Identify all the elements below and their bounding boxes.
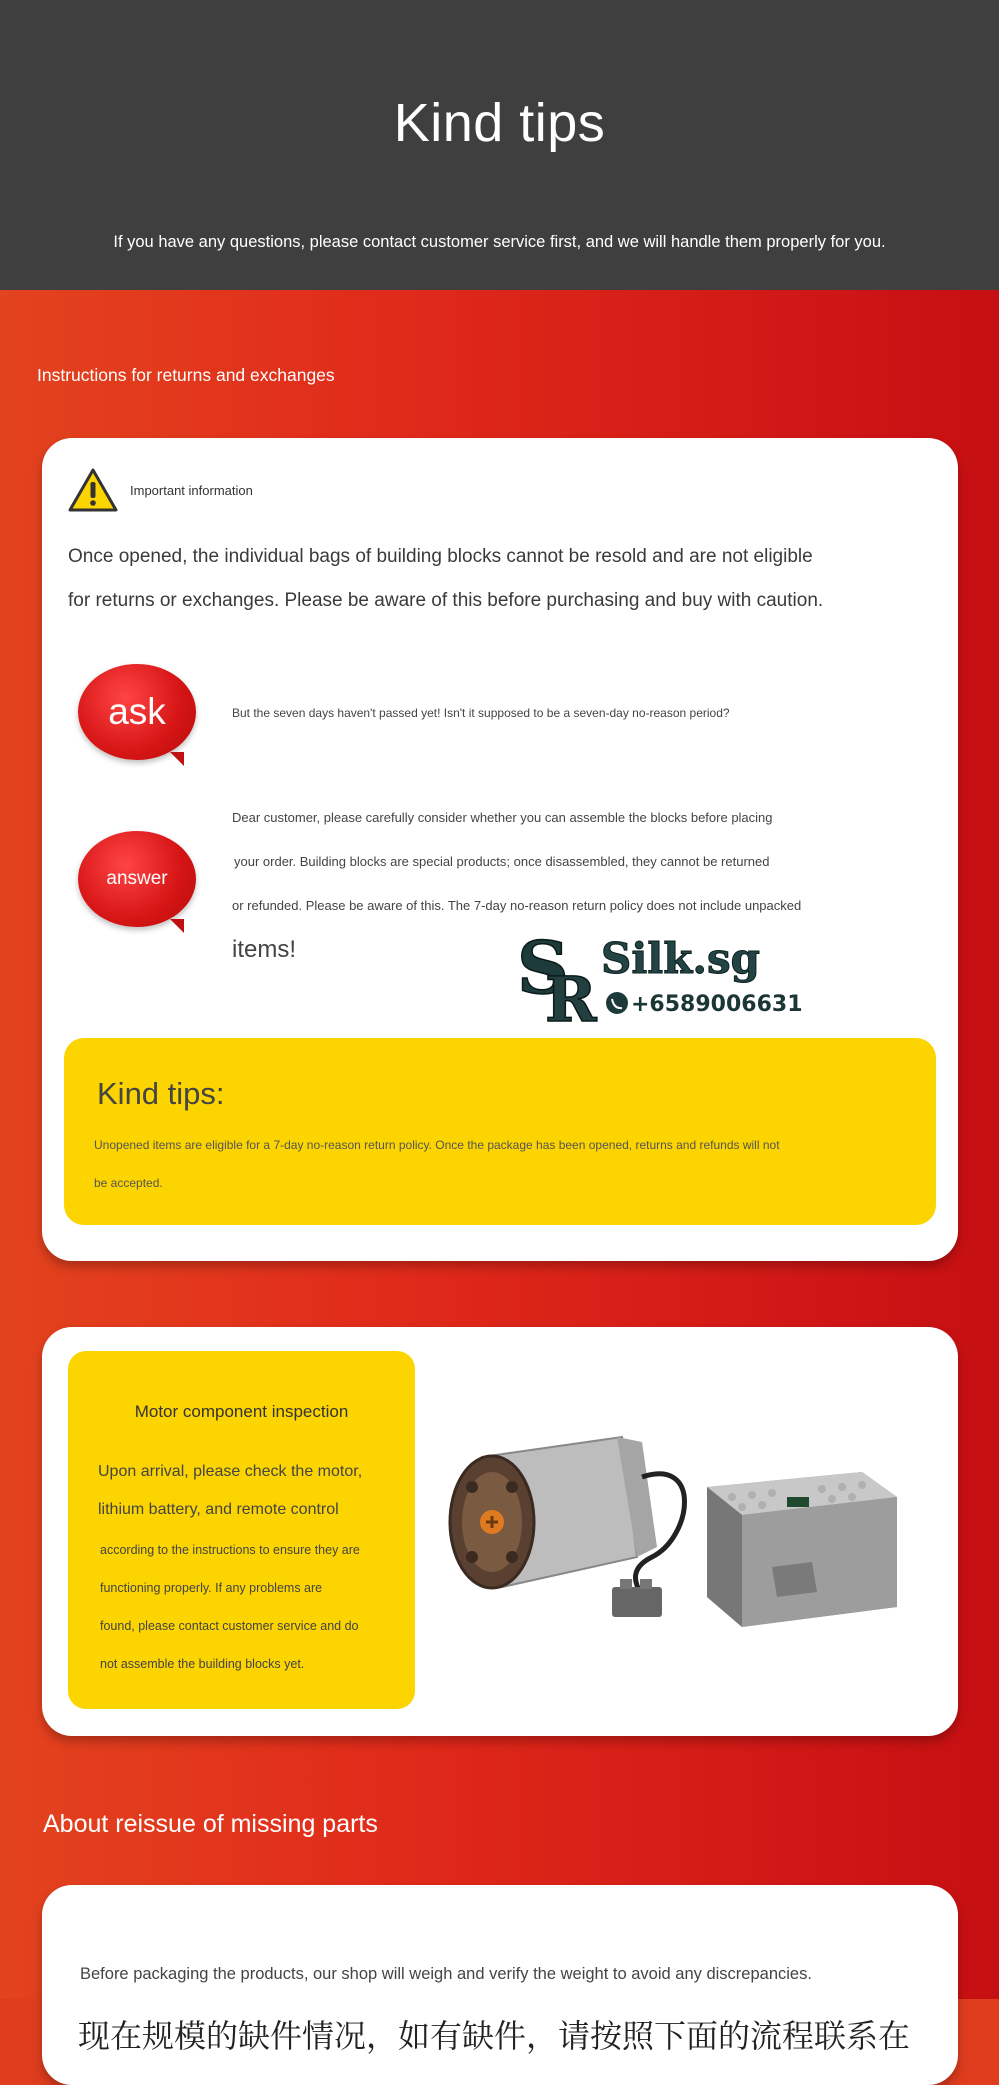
logo-phone-text: +6589006631 — [631, 992, 803, 1017]
motor-inspection-box — [68, 1351, 415, 1709]
kind-tips-line: Unopened items are eligible for a 7-day no-reason return policy. Once the package has been opened, returns and refunds will not — [94, 1138, 780, 1152]
return-notice — [68, 535, 948, 623]
reissue-text-cjk — [78, 2011, 958, 2061]
motor-card — [42, 1327, 958, 1736]
reissue-card — [42, 1885, 958, 2085]
answer-label: answer — [106, 868, 168, 889]
silk-sg-watermark-logo — [515, 923, 803, 1036]
reissue-text: Before packaging the products, our shop will weigh and verify the weight to avoid any discrepancies. — [80, 1965, 812, 1983]
motor-inspection-title: Motor component inspection — [134, 1402, 349, 1421]
motor-and-battery-image — [442, 1417, 902, 1647]
motor-line: functioning properly. If any problems are — [100, 1581, 323, 1595]
answer-line: Dear customer, please carefully consider whether you can assemble the blocks before placing — [232, 810, 773, 825]
ask-bubble-icon — [78, 664, 196, 760]
motor-inspection-text-small — [100, 1531, 400, 1683]
warning-icon — [68, 468, 118, 512]
answer-line: your order. Building blocks are special products; once disassembled, they cannot be returned — [234, 854, 770, 869]
ask-text: But the seven days haven't passed yet! Isn't it supposed to be a seven-day no-reason period? — [232, 706, 730, 720]
kind-tips-heading: Kind tips: — [97, 1076, 225, 1111]
logo-brand-text: Silk.sg — [601, 934, 760, 983]
logo-letter-r: R — [545, 963, 597, 1036]
page-subtitle: If you have any questions, please contact customer service first, and we will handle them properly for you. — [113, 233, 886, 251]
content-area — [0, 290, 999, 2054]
header-banner — [0, 0, 999, 290]
important-info-label: Important information — [130, 482, 253, 498]
logo-letter-s: S — [517, 925, 569, 1010]
returns-section-title: Instructions for returns and exchanges — [37, 365, 335, 385]
answer-line: or refunded. Please be aware of this. The 7-day no-reason return policy does not include unpacked — [232, 898, 802, 913]
kind-tips-line: be accepted. — [94, 1176, 163, 1190]
motor-line: according to the instructions to ensure they are — [100, 1543, 360, 1557]
answer-bubble-icon — [78, 831, 196, 927]
answer-line: items! — [232, 936, 297, 963]
motor-inspection-text-large — [98, 1453, 398, 1529]
reissue-section-title: About reissue of missing parts — [43, 1810, 378, 1838]
reissue-cjk-line: 现在规模的缺件情况，如有缺件，请按照下面的流程联系在 — [78, 2018, 911, 2054]
kind-tips-text — [94, 1126, 914, 1202]
kind-tips-box — [64, 1038, 936, 1225]
important-info-row — [68, 468, 253, 512]
motor-line: not assemble the building blocks yet. — [100, 1657, 305, 1671]
page-title: Kind tips — [393, 93, 606, 153]
return-notice-line: for returns or exchanges. Please be aware of this before purchasing and buy with caution. — [68, 590, 824, 611]
motor-line: lithium battery, and remote control — [98, 1501, 339, 1518]
return-notice-line: Once opened, the individual bags of building blocks cannot be resold and are not eligible — [68, 546, 813, 567]
returns-card — [42, 438, 958, 1261]
ask-label: ask — [108, 691, 166, 732]
motor-line: Upon arrival, please check the motor, — [98, 1463, 363, 1480]
motor-line: found, please contact customer service and do — [100, 1619, 359, 1633]
